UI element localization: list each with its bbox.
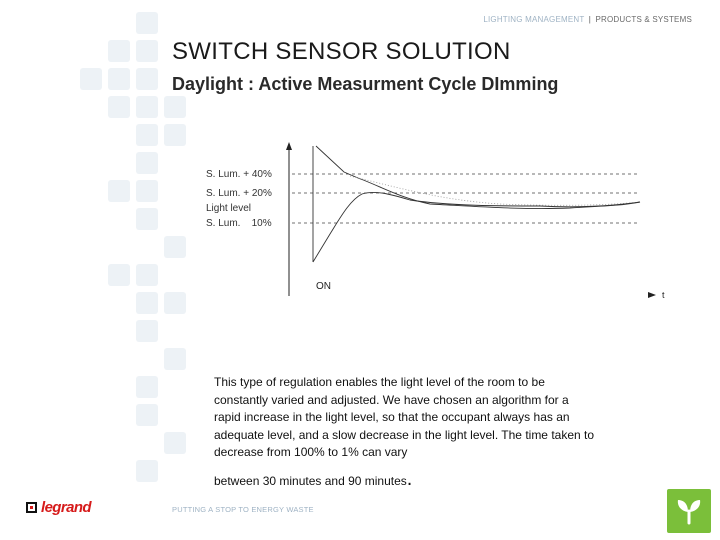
label-minus10: S. Lum. 10% (206, 218, 272, 229)
header-section: PRODUCTS & SYSTEMS (595, 15, 692, 24)
footer-tagline: PUTTING A STOP TO ENERGY WASTE (172, 505, 314, 514)
leaf-icon (667, 489, 711, 533)
y-axis-arrow (286, 142, 292, 150)
label-plus20: S. Lum. + 20% (206, 188, 272, 199)
label-plus40: S. Lum. + 40% (206, 169, 272, 180)
description-end-punct: . (406, 468, 413, 490)
on-marker-label: ON (316, 281, 331, 292)
description-last-line (214, 468, 412, 491)
leaf-badge (667, 489, 711, 533)
description-end: between 30 minutes and 90 minutes (214, 474, 407, 488)
curve-decreasing (316, 146, 640, 209)
header-separator: | (588, 15, 592, 24)
label-light-level: Light level (206, 203, 252, 214)
page-title: SWITCH SENSOR SOLUTION (172, 38, 511, 65)
page-subtitle: Daylight : Active Measurment Cycle DImming (172, 74, 559, 94)
curve-increasing (313, 192, 640, 262)
decorative-square-pattern (0, 0, 190, 500)
dimming-cycle-chart (200, 138, 670, 308)
header-category: LIGHTING MANAGEMENT (483, 15, 585, 24)
x-axis-label: t (662, 290, 665, 300)
x-axis-arrow (648, 292, 656, 298)
curve-dotted (350, 176, 640, 205)
header-breadcrumb (483, 15, 692, 24)
legrand-logo (26, 499, 91, 516)
description-paragraph: This type of regulation enables the light level of the room to be constantly varied and adjusted. We have chosen an algorithm for a rapid increase in the light level, so that the occupant always has an adequate level, and a slow decrease in the light level. The time taken to decrease from 100% to 1% can vary (214, 375, 595, 459)
brand-name: legrand (41, 499, 91, 516)
legrand-mark-icon (26, 502, 37, 513)
